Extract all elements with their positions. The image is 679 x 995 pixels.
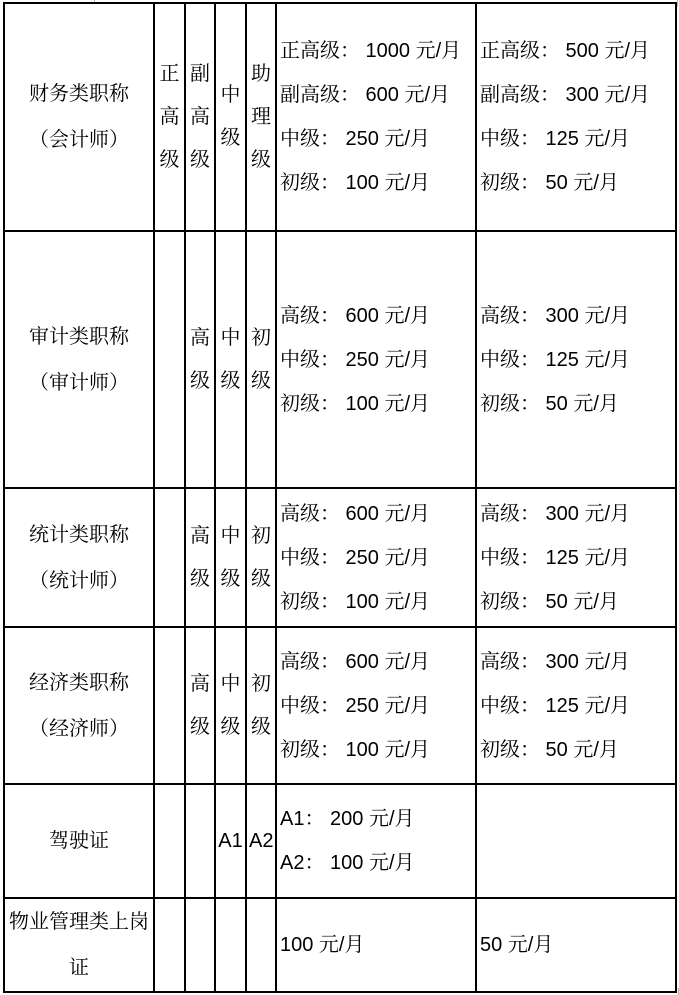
level-cell: 高级: [185, 627, 215, 784]
rate-line: 100 元/月: [280, 934, 365, 956]
level-cell: 高级: [185, 488, 215, 627]
level-cell: [215, 898, 246, 992]
level-cell: [154, 784, 185, 898]
category-cell: [4, 488, 154, 627]
rate-b-cell: [476, 898, 676, 992]
rate-line: 初级： 50 元/月: [480, 392, 619, 415]
rate-line: 初级： 50 元/月: [480, 172, 619, 194]
category-line: 统计类职称: [29, 523, 129, 546]
level-cell: 副高级: [185, 3, 215, 231]
rate-b-cell: [476, 488, 676, 627]
rate-a-cell: [276, 627, 476, 784]
level-cell: 初级: [246, 627, 276, 784]
level-cell: 中级: [215, 627, 246, 784]
rate-line: A1： 200 元/月: [280, 808, 415, 830]
level-cell: 正高级: [154, 3, 185, 231]
level-cell: 中级: [215, 3, 246, 231]
category-cell: [4, 231, 154, 488]
rate-a-cell: [276, 231, 476, 488]
category-cell: [4, 3, 154, 231]
rate-line: 50 元/月: [480, 934, 554, 956]
level-cell: [154, 898, 185, 992]
level-cell: A1: [215, 784, 246, 898]
level-cell: [185, 784, 215, 898]
page-guide-tick: [677, 0, 678, 7]
rate-line: A2： 100 元/月: [280, 852, 415, 874]
rate-line: 初级： 100 元/月: [280, 172, 431, 194]
level-cell: 中级: [215, 231, 246, 488]
rate-a-cell: [276, 784, 476, 898]
rate-line: 初级： 100 元/月: [280, 392, 431, 415]
rate-a-cell: [276, 3, 476, 231]
rate-b-cell: [476, 231, 676, 488]
rate-line: 初级： 50 元/月: [480, 738, 619, 761]
rate-line: 高级： 600 元/月: [280, 304, 431, 327]
category-line: （审计师）: [29, 371, 129, 394]
rate-line: 副高级： 300 元/月: [480, 84, 651, 106]
rate-b-cell: [476, 3, 676, 231]
table-row-finance: [4, 3, 676, 231]
rate-b-cell: [476, 627, 676, 784]
rate-line: 高级： 300 元/月: [480, 502, 631, 525]
category-line: 物业管理类上岗: [9, 911, 149, 933]
rate-line: 中级： 125 元/月: [480, 546, 631, 569]
rate-line: 中级： 250 元/月: [280, 546, 431, 569]
level-cell: [154, 488, 185, 627]
table-row-driver-license: [4, 784, 676, 898]
category-line: （会计师）: [29, 129, 129, 151]
level-cell: 初级: [246, 488, 276, 627]
rate-line: 初级： 50 元/月: [480, 590, 619, 613]
table-row-audit: [4, 231, 676, 488]
level-cell: A2: [246, 784, 276, 898]
level-cell: 助理级: [246, 3, 276, 231]
rate-line: 中级： 250 元/月: [280, 128, 431, 150]
category-line: 财务类职称: [29, 83, 129, 105]
category-line: 证: [69, 957, 89, 979]
category-cell: [4, 784, 154, 898]
rate-line: 中级： 250 元/月: [280, 694, 431, 717]
category-line: 驾驶证: [49, 830, 109, 852]
level-cell: [246, 898, 276, 992]
table-row-statistics: [4, 488, 676, 627]
rate-line: 副高级： 600 元/月: [280, 84, 451, 106]
level-cell: 初级: [246, 231, 276, 488]
level-cell: 高级: [185, 231, 215, 488]
level-cell: [185, 898, 215, 992]
rate-b-cell: [476, 784, 676, 898]
category-line: 审计类职称: [29, 325, 129, 348]
category-line: （经济师）: [29, 717, 129, 740]
level-cell: [154, 231, 185, 488]
rate-line: 高级： 300 元/月: [480, 304, 631, 327]
category-line: 经济类职称: [29, 671, 129, 694]
category-line: （统计师）: [29, 569, 129, 592]
rate-line: 高级： 600 元/月: [280, 502, 431, 525]
allowance-table: [3, 2, 677, 993]
rate-line: 正高级： 1000 元/月: [280, 40, 462, 62]
level-cell: 中级: [215, 488, 246, 627]
table-row-economics: [4, 627, 676, 784]
category-cell: [4, 627, 154, 784]
rate-line: 初级： 100 元/月: [280, 590, 431, 613]
rate-line: 中级： 125 元/月: [480, 128, 631, 150]
rate-line: 中级： 125 元/月: [480, 694, 631, 717]
rate-line: 初级： 100 元/月: [280, 738, 431, 761]
table-row-property-management: [4, 898, 676, 992]
rate-line: 高级： 600 元/月: [280, 650, 431, 673]
rate-a-cell: [276, 898, 476, 992]
category-cell: [4, 898, 154, 992]
rate-line: 中级： 125 元/月: [480, 348, 631, 371]
level-cell: [154, 627, 185, 784]
rate-line: 中级： 250 元/月: [280, 348, 431, 371]
rate-line: 高级： 300 元/月: [480, 650, 631, 673]
rate-line: 正高级： 500 元/月: [480, 40, 651, 62]
rate-a-cell: [276, 488, 476, 627]
